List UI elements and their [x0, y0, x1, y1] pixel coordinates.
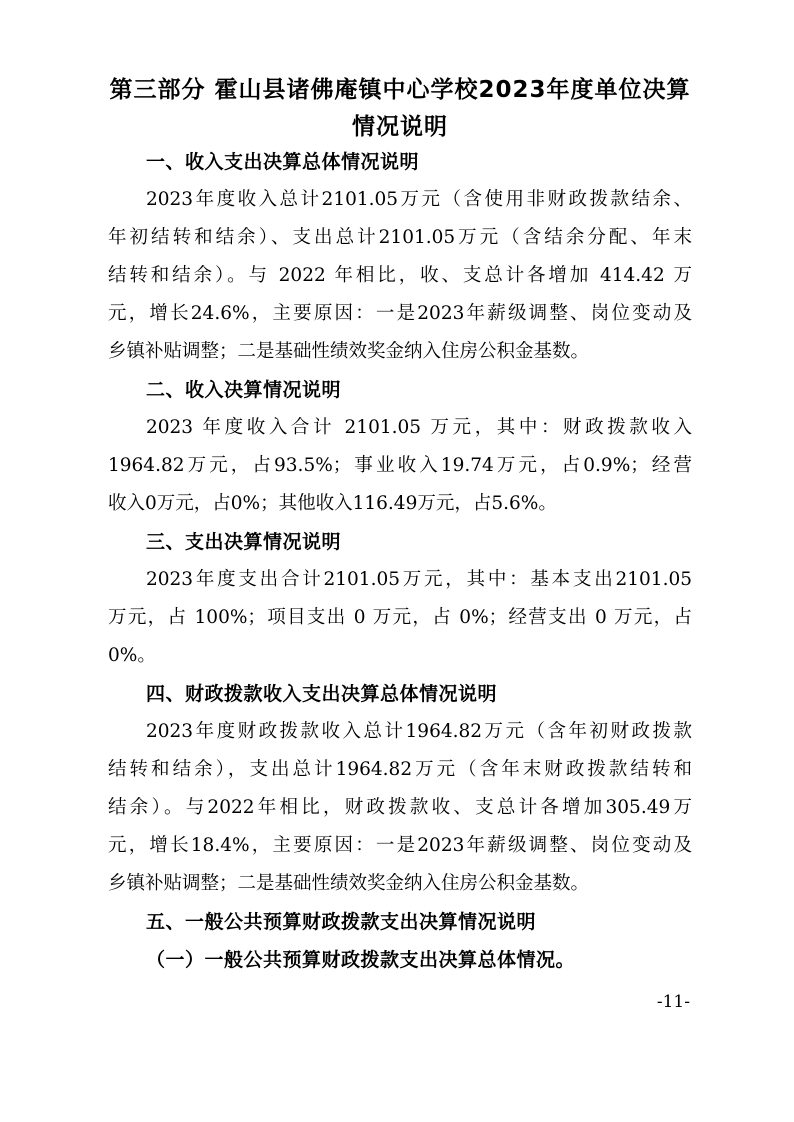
document-title-line-1: 第三部分 霍山县诸佛庵镇中心学校2023年度单位决算 [109, 77, 691, 103]
section-3-line-3: 0%。 [108, 645, 156, 666]
section-1-line-3: 结转和结余）。与 2022 年相比，收、支总计各增加 414.42 万 [108, 265, 692, 286]
section-2-line-2: 1964.82万元，占93.5%；事业收入19.74万元，占0.9%；经营 [108, 455, 692, 476]
section-1-line-2: 年初结转和结余）、支出总计2101.05万元（含结余分配、年末 [108, 227, 692, 248]
section-4-line-2: 结转和结余），支出总计1964.82万元（含年末财政拨款结转和 [108, 759, 692, 780]
section-1-line-4: 元，增长24.6%，主要原因：一是2023年薪级调整、岗位变动及 [108, 303, 692, 324]
section-2-line-1: 2023 年度收入合计 2101.05 万元，其中：财政拨款收入 [146, 417, 692, 438]
section-4-line-1: 2023年度财政拨款收入总计1964.82万元（含年初财政拨款 [146, 721, 692, 742]
page-number: -11- [656, 992, 690, 1012]
section-1-line-5: 乡镇补贴调整；二是基础性绩效奖金纳入住房公积金基数。 [108, 341, 590, 362]
section-3-line-1: 2023年度支出合计2101.05万元，其中：基本支出2101.05 [146, 569, 692, 590]
section-3-heading: 三、支出决算情况说明 [146, 531, 342, 553]
section-4-heading: 四、财政拨款收入支出决算总体情况说明 [146, 683, 498, 705]
section-5-heading: 五、一般公共预算财政拨款支出决算情况说明 [146, 911, 537, 933]
section-4-line-4: 元，增长18.4%，主要原因：一是2023年薪级调整、岗位变动及 [108, 835, 692, 856]
section-4-line-3: 结余）。与2022年相比，财政拨款收、支总计各增加305.49万 [108, 797, 692, 818]
section-2-line-3: 收入0万元，占0%；其他收入116.49万元，占5.6%。 [108, 493, 557, 514]
section-1-heading: 一、收入支出决算总体情况说明 [146, 151, 420, 173]
section-3-line-2: 万元，占 100%；项目支出 0 万元，占 0%；经营支出 0 万元，占 [108, 607, 692, 628]
section-1-line-1: 2023年度收入总计2101.05万元（含使用非财政拨款结余、 [146, 189, 692, 210]
subsection-heading: （一）一般公共预算财政拨款支出决算总体情况。 [146, 949, 576, 971]
section-2-heading: 二、收入决算情况说明 [146, 379, 342, 401]
document-title-line-2: 情况说明 [352, 114, 448, 140]
section-4-line-5: 乡镇补贴调整；二是基础性绩效奖金纳入住房公积金基数。 [108, 873, 590, 894]
